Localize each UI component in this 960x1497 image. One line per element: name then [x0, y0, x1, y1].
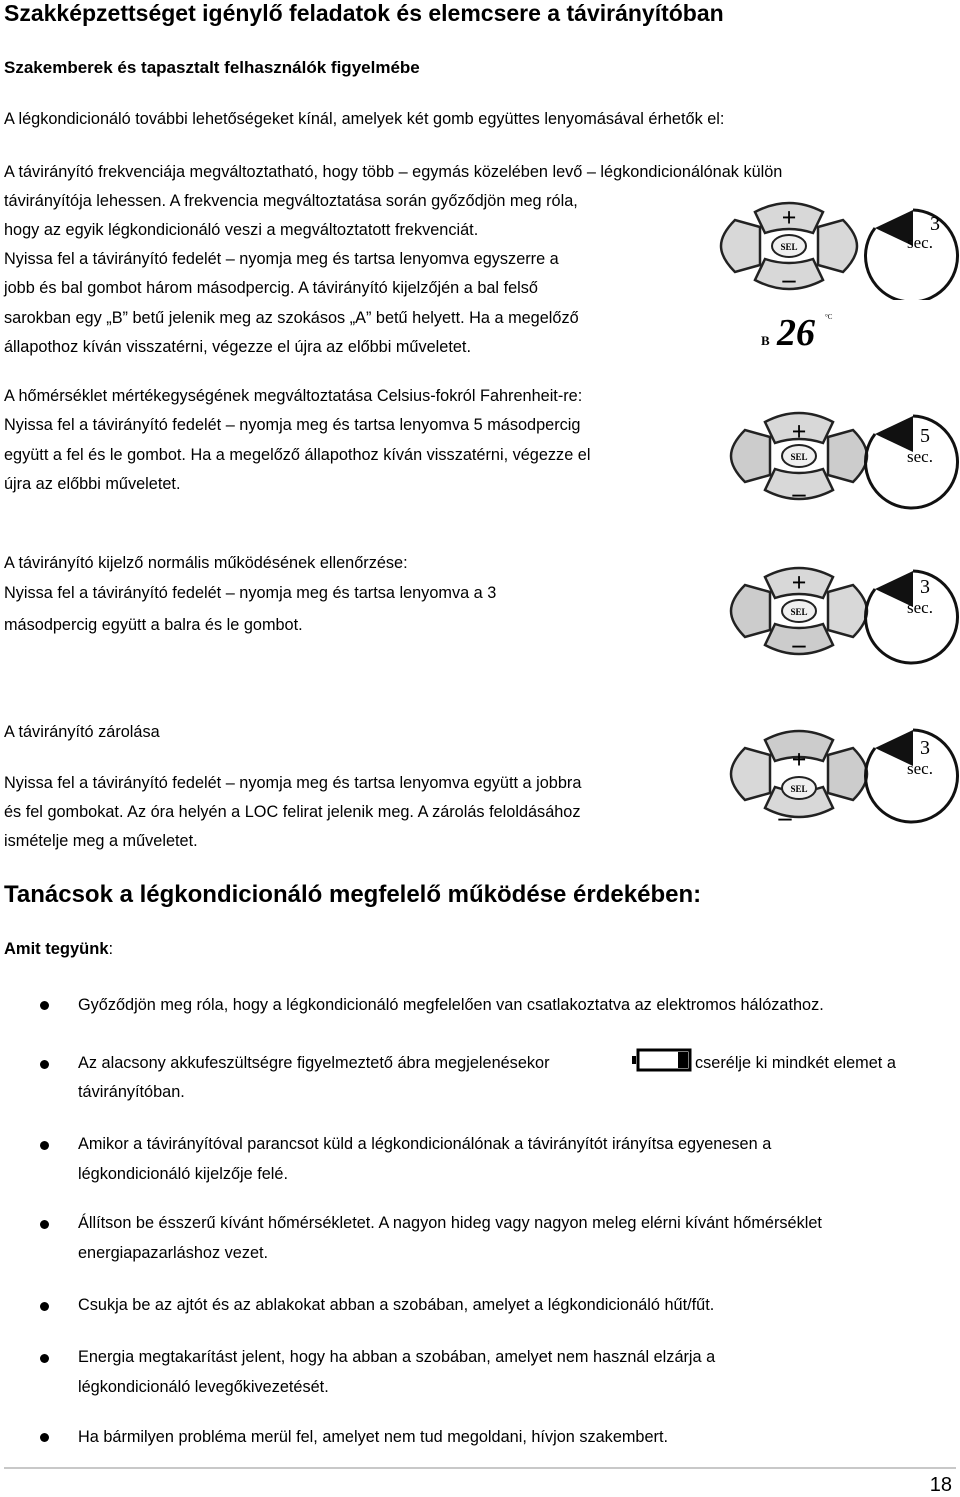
tip-text: távirányítóban.: [78, 1083, 185, 1101]
tip-text: Ha bármilyen probléma merül fel, amelyet nem tud megoldani, hívjon szakembert.: [78, 1428, 669, 1446]
section1-line: állapothoz kíván visszatérni, végezze el újra az előbbi műveletet.: [4, 338, 471, 356]
section1-line: sarokban egy „B” betű jelenik meg az szokásos „A” betű helyett. Ha a megelőző: [4, 309, 579, 327]
bullet-icon: [40, 1433, 49, 1442]
sel-label: SEL: [790, 607, 808, 617]
footer-divider: [4, 1467, 956, 1469]
timer-sec-label: sec.: [907, 233, 933, 252]
bullet-icon: [40, 1354, 49, 1363]
timer-seconds: 3: [920, 737, 930, 759]
bullet-icon: [40, 1060, 49, 1069]
tip-text: [78, 1049, 550, 1079]
timer-graphic: [866, 210, 958, 300]
timer-seconds: 3: [930, 213, 940, 235]
display-letter: B: [761, 333, 770, 348]
sel-label: SEL: [790, 452, 808, 462]
keypad-illustration: [725, 410, 960, 510]
keypad-illustration: [715, 200, 960, 300]
tip-text: légkondicionáló levegőkivezetését.: [78, 1378, 329, 1396]
section1-line: hogy az egyik légkondicionáló veszi a megváltoztatott frekvenciát.: [4, 221, 479, 239]
page-title: Szakképzettséget igénylő feladatok és elemcsere a távirányítóban: [4, 0, 724, 26]
section1-line: Nyissa fel a távirányító fedelét – nyomja meg és tartsa lenyomva egyszerre a: [4, 250, 559, 268]
section3-line: Nyissa fel a távirányító fedelét – nyomja meg és tartsa lenyomva a 3: [4, 584, 497, 602]
minus-icon: –: [778, 803, 792, 828]
bullet-icon: [40, 1141, 49, 1150]
tip-text: Állítson be ésszerű kívánt hőmérsékletet. A nagyon hideg vagy nagyon meleg elérni kívánt hőmérséklet: [78, 1214, 822, 1232]
section4-heading: A távirányító zárolása: [4, 723, 160, 741]
minus-icon: –: [792, 479, 806, 508]
sel-label: SEL: [780, 242, 798, 252]
amit-rest: :: [108, 940, 114, 958]
tip-text-before: Az alacsony akkufeszültségre figyelmeztető ábra megjelenésekor: [78, 1054, 550, 1072]
keypad-graphic: [731, 731, 867, 817]
bullet-icon: [40, 1302, 49, 1311]
minus-icon: –: [792, 630, 806, 659]
tip-text: energiapazarláshoz vezet.: [78, 1244, 269, 1262]
plus-icon: +: [791, 745, 807, 774]
section4-line: és fel gombokat. Az óra helyén a LOC felirat jelenik meg. A zárolás feloldásához: [4, 803, 581, 821]
tip-text: Győződjön meg róla, hogy a légkondicionáló megfelelően van csatlakoztatva az elektromos hálózathoz.: [78, 996, 824, 1014]
section4-line: Nyissa fel a távirányító fedelét – nyomja meg és tartsa lenyomva együtt a jobbra: [4, 774, 582, 792]
tip-text: Energia megtakarítást jelent, hogy ha abban a szobában, amelyet nem használ elzárja a: [78, 1348, 716, 1366]
section2-line: Nyissa fel a távirányító fedelét – nyomja meg és tartsa lenyomva 5 másodpercig: [4, 416, 581, 434]
timer-sec-label: sec.: [907, 759, 933, 778]
bullet-icon: [40, 1220, 49, 1229]
section1-line: távirányítója lehessen. A frekvencia megváltoztatása során győződjön meg róla,: [4, 192, 578, 210]
section1-line: jobb és bal gombot három másodpercig. A távirányító kijelzőjén a bal felső: [4, 279, 538, 297]
tip-text: Amikor a távirányítóval parancsot küld a légkondicionálónak a távirányítót irányítsa egyenesen a: [78, 1135, 772, 1153]
intro-text: A légkondicionáló további lehetőségeket kínál, amelyek két gomb együttes lenyomásával érhetők el:: [4, 110, 725, 128]
section4-line: ismételje meg a műveletet.: [4, 832, 198, 850]
timer-seconds: 3: [920, 576, 930, 598]
display-temperature: 26: [777, 312, 815, 354]
plus-icon: +: [791, 417, 807, 446]
section2-line: újra az előbbi műveletet.: [4, 475, 181, 493]
page-number: 18: [929, 1474, 952, 1496]
tip-text: Csukja be az ajtót és az ablakokat abban a szobában, amelyet a légkondicionáló hűt/fűt.: [78, 1296, 715, 1314]
section2-line: együtt a fel és le gombot. Ha a megelőző állapothoz kíván visszatérni, végezze el: [4, 446, 591, 464]
display-illustration: [755, 305, 855, 355]
section3-line: másodpercig együtt a balra és le gombot.: [4, 616, 303, 634]
sel-label: SEL: [790, 784, 808, 794]
timer-seconds: 5: [920, 425, 930, 447]
timer-sec-label: sec.: [907, 598, 933, 617]
tip-text-after: cserélje ki mindkét elemet a: [695, 1054, 896, 1072]
display-unit: °C: [825, 313, 833, 321]
plus-icon: +: [781, 203, 797, 232]
section2-line: A hőmérséklet mértékegységének megváltoztatása Celsius-fokról Fahrenheit-re:: [4, 387, 583, 405]
plus-icon: +: [791, 568, 807, 597]
amit-bold: Amit tegyünk: [4, 940, 109, 958]
tip-text: légkondicionáló kijelzője felé.: [78, 1165, 288, 1183]
section3-line: A távirányító kijelző normális működésének ellenőrzése:: [4, 554, 408, 572]
bullet-icon: [40, 1001, 49, 1010]
battery-icon: [632, 1048, 692, 1074]
tips-heading: Tanácsok a légkondicionáló megfelelő működése érdekében:: [4, 881, 702, 908]
minus-icon: –: [782, 265, 796, 294]
page-subtitle: Szakemberek és tapasztalt felhasználók figyelmébe: [4, 58, 420, 77]
amit-label: [4, 940, 113, 959]
timer-sec-label: sec.: [907, 447, 933, 466]
section1-line: A távirányító frekvenciája megváltoztatható, hogy több – egymás közelében levő – légkondicionálónak külön: [4, 163, 783, 181]
keypad-illustration: [725, 728, 960, 828]
keypad-illustration: [725, 565, 960, 665]
